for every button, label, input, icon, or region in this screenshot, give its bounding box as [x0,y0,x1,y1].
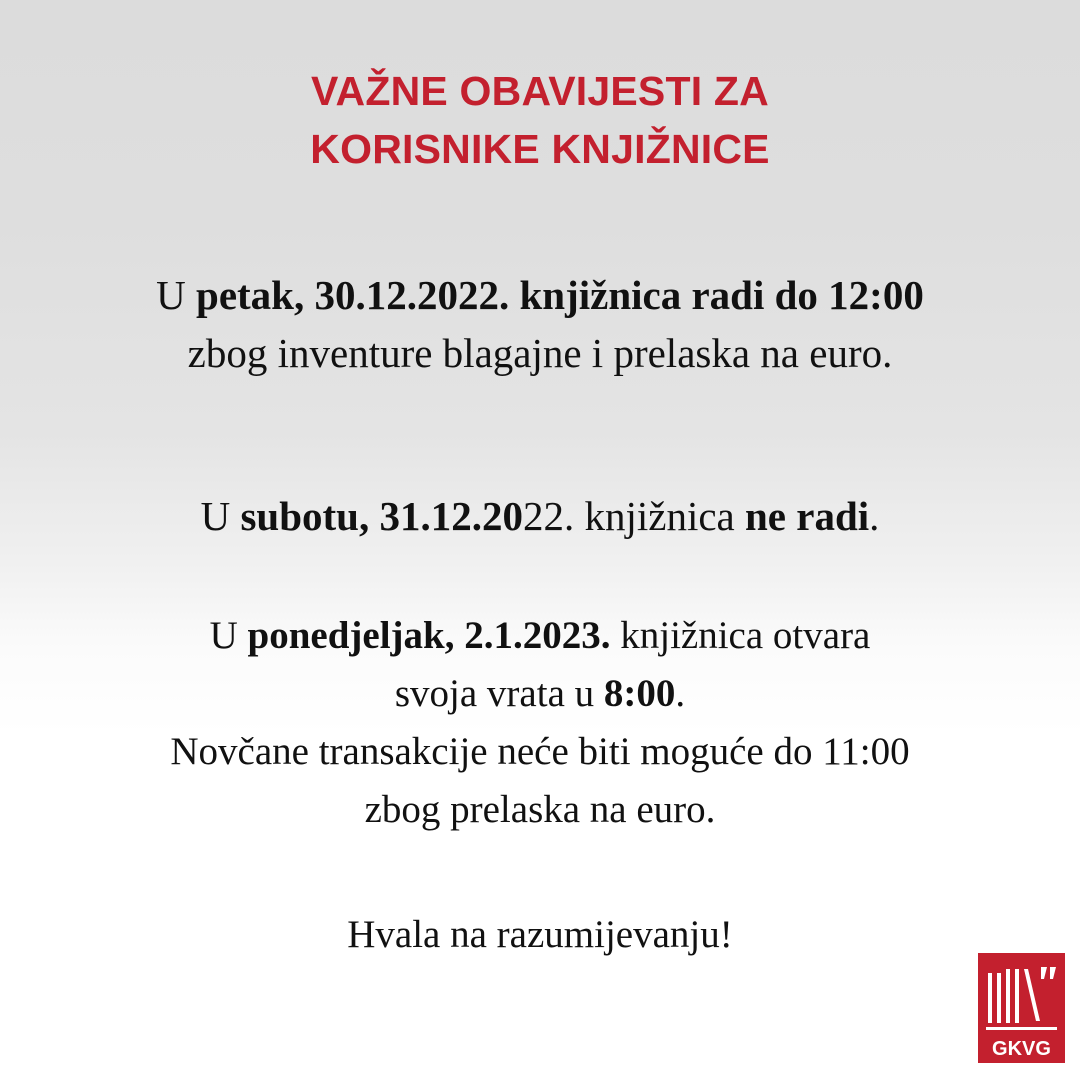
monday-line2-prefix: svoja vrata u [394,672,604,715]
monday-rest: knjižnica otvara [610,614,871,657]
notice-title-line-1: VAŽNE OBAVIJESTI ZA [311,68,769,114]
saturday-bold-date: subotu, 31.12.20 [240,493,523,539]
logo-text: GKVG [992,1038,1051,1060]
monday-bold: ponedjeljak, 2.1.2023. [247,614,611,657]
closing-text [0,906,1080,964]
saturday-suffix: . [869,493,880,539]
friday-notice [0,266,1080,382]
saturday-notice-line [0,487,1080,545]
friday-prefix: U [156,272,197,318]
friday-bold: petak, 30.12.2022. knjižnica radi do 12:00 [196,272,924,318]
closing-line: Hvala na razumijevanju! [347,913,733,956]
saturday-prefix: U [200,493,241,539]
notice-title [0,62,1080,178]
library-logo-icon [978,953,1065,1063]
monday-notice-line-4: zbog prelaska na euro. [364,788,716,831]
saturday-bold-closed: ne radi [745,493,870,539]
monday-notice-line-2 [0,665,1080,723]
monday-line2-suffix: . [675,672,686,715]
library-logo [978,953,1065,1063]
saturday-middle: 22. knjižnica [522,493,745,539]
notice-title-line-2: KORISNIKE KNJIŽNICE [310,126,770,172]
monday-line2-bold: 8:00 [603,672,676,715]
saturday-notice [0,487,1080,545]
friday-notice-line-2: zbog inventure blagajne i prelaska na euro. [187,330,893,376]
monday-prefix: U [209,614,248,657]
friday-notice-line-1 [0,266,1080,324]
monday-notice-line-3: Novčane transakcije neće biti moguće do 11:00 [170,730,910,773]
monday-notice [0,607,1080,839]
monday-notice-line-1 [0,607,1080,665]
